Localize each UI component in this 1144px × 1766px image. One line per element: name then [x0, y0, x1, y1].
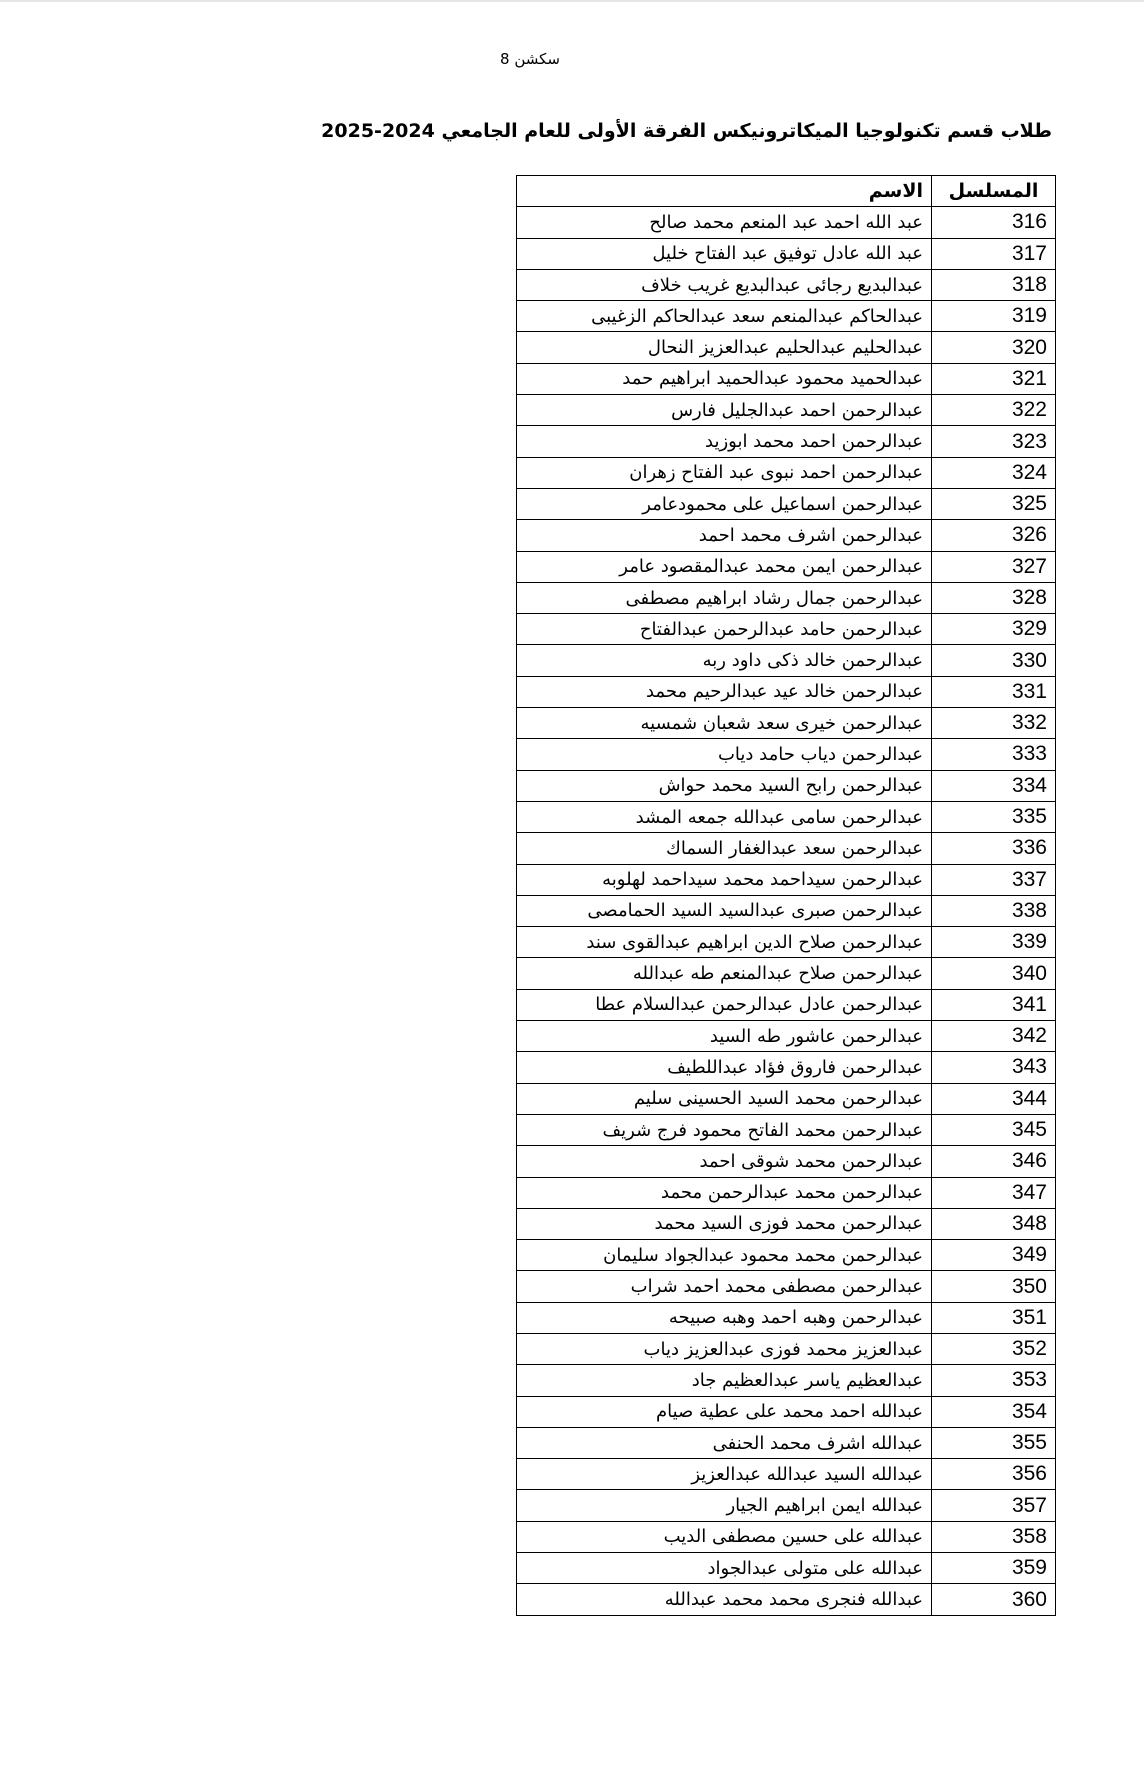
table-row [517, 363, 1056, 394]
serial-cell: 357 [932, 1490, 1056, 1521]
student-name-cell: عبدالرحمن عادل عبدالرحمن عبدالسلام عطا [517, 989, 932, 1020]
serial-cell: 320 [932, 332, 1056, 363]
student-name-cell: عبدالله احمد محمد على عطية صيام [517, 1396, 932, 1427]
student-name-cell: عبدالله السيد عبدالله عبدالعزيز [517, 1459, 932, 1490]
table-row [517, 1521, 1056, 1552]
table-row [517, 801, 1056, 832]
table-row [517, 1427, 1056, 1458]
table-row [517, 207, 1056, 238]
table-row [517, 864, 1056, 895]
serial-cell: 327 [932, 551, 1056, 582]
table-row [517, 958, 1056, 989]
serial-cell: 336 [932, 833, 1056, 864]
student-name-cell: عبدالرحمن خيرى سعد شعبان شمسيه [517, 708, 932, 739]
serial-cell: 353 [932, 1365, 1056, 1396]
table-row [517, 1146, 1056, 1177]
table-row [517, 238, 1056, 269]
serial-column-header: المسلسل [932, 176, 1056, 207]
serial-cell: 349 [932, 1240, 1056, 1271]
student-name-cell: عبدالرحمن محمد السيد الحسينى سليم [517, 1083, 932, 1114]
student-name-cell: عبدالرحمن احمد نبوى عبد الفتاح زهران [517, 457, 932, 488]
serial-cell: 328 [932, 582, 1056, 613]
serial-cell: 335 [932, 801, 1056, 832]
serial-cell: 352 [932, 1333, 1056, 1364]
serial-cell: 358 [932, 1521, 1056, 1552]
serial-cell: 339 [932, 927, 1056, 958]
table-row [517, 1021, 1056, 1052]
serial-cell: 355 [932, 1427, 1056, 1458]
serial-cell: 346 [932, 1146, 1056, 1177]
student-name-cell: عبدالرحمن محمد شوقى احمد [517, 1146, 932, 1177]
student-name-cell: عبدالرحمن صلاح عبدالمنعم طه عبدالله [517, 958, 932, 989]
top-border-line [0, 0, 1144, 2]
student-name-cell: عبدالرحمن محمد فوزى السيد محمد [517, 1208, 932, 1239]
section-label: سكشن 8 [500, 50, 560, 68]
student-name-cell: عبدالعظيم ياسر عبدالعظيم جاد [517, 1365, 932, 1396]
page-title: طلاب قسم تكنولوجيا الميكاترونيكس الفرقة الأولى للعام الجامعي 2024-2025 [321, 120, 1052, 142]
student-name-cell: عبدالرحمن صبرى عبدالسيد السيد الحمامصى [517, 895, 932, 926]
student-name-cell: عبدالرحمن ايمن محمد عبدالمقصود عامر [517, 551, 932, 582]
table-row [517, 1177, 1056, 1208]
student-name-cell: عبدالعزيز محمد فوزى عبدالعزيز دياب [517, 1333, 932, 1364]
table-row [517, 1553, 1056, 1584]
student-name-cell: عبدالله ايمن ابراهيم الجيار [517, 1490, 932, 1521]
serial-cell: 332 [932, 708, 1056, 739]
student-name-cell: عبدالرحمن اشرف محمد احمد [517, 520, 932, 551]
table-row [517, 1490, 1056, 1521]
table-row [517, 457, 1056, 488]
serial-cell: 356 [932, 1459, 1056, 1490]
table-row [517, 739, 1056, 770]
student-name-cell: عبدالرحمن وهبه احمد وهبه صبيحه [517, 1302, 932, 1333]
serial-cell: 323 [932, 426, 1056, 457]
student-name-cell: عبدالرحمن سيداحمد محمد سيداحمد لهلوبه [517, 864, 932, 895]
serial-cell: 334 [932, 770, 1056, 801]
serial-cell: 333 [932, 739, 1056, 770]
table-row [517, 1365, 1056, 1396]
student-name-cell: عبدالرحمن صلاح الدين ابراهيم عبدالقوى سند [517, 927, 932, 958]
table-row [517, 488, 1056, 519]
serial-cell: 319 [932, 301, 1056, 332]
table-row [517, 614, 1056, 645]
student-name-cell: عبدالله فنجرى محمد محمد عبدالله [517, 1584, 932, 1615]
table-row [517, 989, 1056, 1020]
serial-cell: 329 [932, 614, 1056, 645]
serial-cell: 338 [932, 895, 1056, 926]
student-name-cell: عبد الله احمد عبد المنعم محمد صالح [517, 207, 932, 238]
serial-cell: 326 [932, 520, 1056, 551]
serial-cell: 341 [932, 989, 1056, 1020]
serial-cell: 337 [932, 864, 1056, 895]
table-row [517, 927, 1056, 958]
serial-cell: 343 [932, 1052, 1056, 1083]
student-name-cell: عبدالرحمن احمد عبدالجليل فارس [517, 395, 932, 426]
table-row [517, 301, 1056, 332]
student-name-cell: عبدالرحمن خالد عيد عبدالرحيم محمد [517, 676, 932, 707]
serial-cell: 360 [932, 1584, 1056, 1615]
serial-cell: 342 [932, 1021, 1056, 1052]
serial-cell: 330 [932, 645, 1056, 676]
serial-cell: 318 [932, 269, 1056, 300]
table-row [517, 1396, 1056, 1427]
student-name-cell: عبدالحميد محمود عبدالحميد ابراهيم حمد [517, 363, 932, 394]
student-name-cell: عبدالرحمن مصطفى محمد احمد شراب [517, 1271, 932, 1302]
table-row [517, 1302, 1056, 1333]
table-row [517, 582, 1056, 613]
student-name-cell: عبدالرحمن اسماعيل على محمودعامر [517, 488, 932, 519]
student-name-cell: عبدالحاكم عبدالمنعم سعد عبدالحاكم الزغيبى [517, 301, 932, 332]
serial-cell: 331 [932, 676, 1056, 707]
student-name-cell: عبدالرحمن خالد ذكى داود ربه [517, 645, 932, 676]
table-row [517, 551, 1056, 582]
table-row [517, 645, 1056, 676]
table-row [517, 332, 1056, 363]
student-name-cell: عبد الله عادل توفيق عبد الفتاح خليل [517, 238, 932, 269]
student-name-cell: عبدالرحمن جمال رشاد ابراهيم مصطفى [517, 582, 932, 613]
table-row [517, 1208, 1056, 1239]
table-row [517, 1333, 1056, 1364]
student-name-cell: عبدالرحمن احمد محمد ابوزيد [517, 426, 932, 457]
serial-cell: 344 [932, 1083, 1056, 1114]
student-name-cell: عبدالرحمن رابح السيد محمد حواش [517, 770, 932, 801]
table-row [517, 708, 1056, 739]
student-name-cell: عبدالله على متولى عبدالجواد [517, 1553, 932, 1584]
serial-cell: 354 [932, 1396, 1056, 1427]
serial-cell: 351 [932, 1302, 1056, 1333]
table-header-row [517, 176, 1056, 207]
student-name-cell: عبدالرحمن حامد عبدالرحمن عبدالفتاح [517, 614, 932, 645]
student-name-cell: عبدالرحمن عاشور طه السيد [517, 1021, 932, 1052]
student-name-cell: عبدالرحمن دياب حامد دياب [517, 739, 932, 770]
student-name-cell: عبدالله على حسين مصطفى الديب [517, 1521, 932, 1552]
student-name-cell: عبدالرحمن سعد عبدالغفار السماك [517, 833, 932, 864]
table-row [517, 269, 1056, 300]
student-name-cell: عبدالبديع رجائى عبدالبديع غريب خلاف [517, 269, 932, 300]
student-name-cell: عبدالرحمن محمد عبدالرحمن محمد [517, 1177, 932, 1208]
table-row [517, 1271, 1056, 1302]
serial-cell: 316 [932, 207, 1056, 238]
serial-cell: 359 [932, 1553, 1056, 1584]
serial-cell: 350 [932, 1271, 1056, 1302]
table-row [517, 1083, 1056, 1114]
serial-cell: 317 [932, 238, 1056, 269]
student-name-cell: عبدالرحمن محمد محمود عبدالجواد سليمان [517, 1240, 932, 1271]
serial-cell: 348 [932, 1208, 1056, 1239]
table-row [517, 1459, 1056, 1490]
table-row [517, 1114, 1056, 1145]
table-row [517, 833, 1056, 864]
student-name-cell: عبدالرحمن سامى عبدالله جمعه المشد [517, 801, 932, 832]
table-row [517, 770, 1056, 801]
student-table [516, 175, 1056, 1616]
table-row [517, 520, 1056, 551]
table-row [517, 1052, 1056, 1083]
serial-cell: 322 [932, 395, 1056, 426]
table-body [517, 207, 1056, 1615]
serial-cell: 347 [932, 1177, 1056, 1208]
student-name-cell: عبدالحليم عبدالحليم عبدالعزيز النحال [517, 332, 932, 363]
table-row [517, 676, 1056, 707]
table-row [517, 1240, 1056, 1271]
student-name-cell: عبدالله اشرف محمد الحنفى [517, 1427, 932, 1458]
serial-cell: 325 [932, 488, 1056, 519]
serial-cell: 324 [932, 457, 1056, 488]
student-name-cell: عبدالرحمن محمد الفاتح محمود فرج شريف [517, 1114, 932, 1145]
serial-cell: 321 [932, 363, 1056, 394]
table-row [517, 426, 1056, 457]
table-row [517, 895, 1056, 926]
student-name-cell: عبدالرحمن فاروق فؤاد عبداللطيف [517, 1052, 932, 1083]
table-row [517, 395, 1056, 426]
name-column-header: الاسم [517, 176, 932, 207]
serial-cell: 340 [932, 958, 1056, 989]
table-row [517, 1584, 1056, 1615]
serial-cell: 345 [932, 1114, 1056, 1145]
